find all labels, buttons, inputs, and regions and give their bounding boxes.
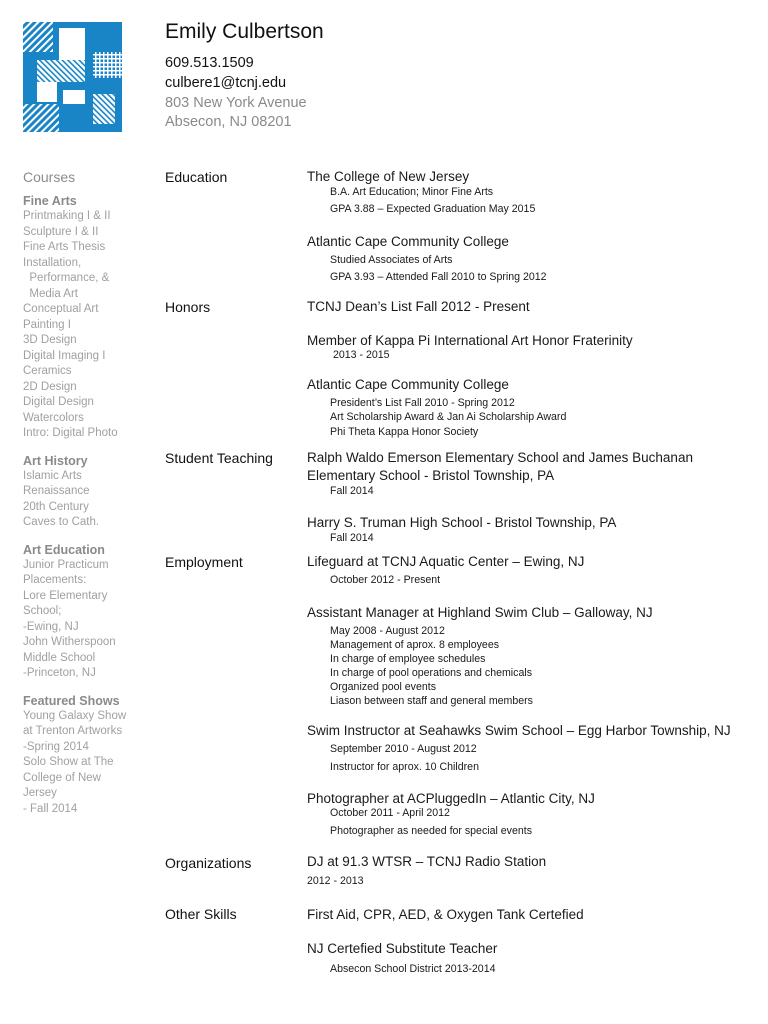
entry-title: Ralph Waldo Emerson Elementary School and James Buchanan <box>307 450 693 465</box>
entry-detail: October 2011 - April 2012 <box>330 807 450 819</box>
entry-detail: 2012 - 2013 <box>307 875 364 887</box>
course-item: Ceramics <box>23 365 72 377</box>
section-other-skills: Other Skills <box>165 906 237 922</box>
entry-title: Photographer at ACPluggedIn – Atlantic City, NJ <box>307 791 595 806</box>
course-item: Intro: Digital Photo <box>23 427 118 439</box>
course-item: 20th Century <box>23 500 89 513</box>
course-item: 3D Design <box>23 334 77 346</box>
course-item: Junior Practicum <box>23 558 109 571</box>
course-item: -Spring 2014 <box>23 740 89 753</box>
course-item: College of New <box>23 771 101 784</box>
entry-title: Member of Kappa Pi International Art Honor Fraterinity <box>307 333 633 348</box>
entry-detail: In charge of pool operations and chemicals <box>330 667 532 679</box>
courses-sidebar <box>23 169 153 828</box>
course-item: Caves to Cath. <box>23 516 100 528</box>
entry-title: Atlantic Cape Community College <box>307 234 509 249</box>
course-category-title: Featured Shows <box>23 693 120 708</box>
course-item: Fine Arts Thesis <box>23 241 106 253</box>
entry-detail: Fall 2014 <box>330 532 374 544</box>
course-item: Media Art <box>23 287 78 300</box>
section-organizations: Organizations <box>165 855 252 871</box>
entry-title: TCNJ Dean’s List Fall 2012 - Present <box>307 299 530 314</box>
course-item: Renaissance <box>23 485 90 497</box>
entry-detail: Liason between staff and general members <box>330 695 533 707</box>
entry-title: DJ at 91.3 WTSR – TCNJ Radio Station <box>307 854 547 869</box>
entry-detail: Organized pool events <box>330 681 437 693</box>
course-item: at Trenton Artworks <box>23 725 123 737</box>
entry-detail: B.A. Art Education; Minor Fine Arts <box>330 186 494 198</box>
course-category <box>23 453 153 531</box>
course-item: Sculpture I & II <box>23 225 99 238</box>
entry-detail: September 2010 - August 2012 <box>330 743 477 755</box>
course-category <box>23 193 153 442</box>
entry-detail: Photographer as needed for special events <box>330 825 533 837</box>
monogram-logo <box>23 22 122 132</box>
entry-detail: May 2008 - August 2012 <box>330 625 445 637</box>
city-state-zip: Absecon, NJ 08201 <box>165 114 292 130</box>
entry-title: Lifeguard at TCNJ Aquatic Center – Ewing, NJ <box>307 554 585 569</box>
entry-detail: In charge of employee schedules <box>330 653 486 665</box>
course-item: 2D Design <box>23 380 77 393</box>
entry-title: Assistant Manager at Highland Swim Club – Galloway, NJ <box>307 605 653 620</box>
entry-detail: Absecon School District 2013-2014 <box>330 963 496 975</box>
entry-title: Swim Instructor at Seahawks Swim School – Egg Harbor Township, NJ <box>307 723 731 738</box>
entry-detail: October 2012 - Present <box>330 574 441 586</box>
street-address: 803 New York Avenue <box>165 95 307 111</box>
course-item: Digital Imaging I <box>23 349 106 362</box>
course-item: Islamic Arts <box>23 469 82 482</box>
course-item: Performance, & <box>23 272 110 284</box>
entry-title: Elementary School - Bristol Township, PA <box>307 468 555 483</box>
course-item: Jersey <box>23 787 57 799</box>
entry-title: First Aid, CPR, AED, & Oxygen Tank Certefied <box>307 907 584 922</box>
section-employment: Employment <box>165 554 243 570</box>
entry-detail: GPA 3.93 – Attended Fall 2010 to Spring 2012 <box>330 271 547 283</box>
entry-detail: Instructor for aprox. 10 Children <box>330 761 479 773</box>
entry-detail: Management of aprox. 8 employees <box>330 639 500 651</box>
entry-detail: Art Scholarship Award & Jan Ai Scholarship Award <box>330 411 567 423</box>
course-item: Painting I <box>23 318 71 331</box>
course-item: Printmaking I & II <box>23 210 111 222</box>
applicant-name: Emily Culbertson <box>165 20 324 43</box>
course-item: Digital Design <box>23 396 94 408</box>
course-item: -Ewing, NJ <box>23 620 79 633</box>
phone-number: 609.513.1509 <box>165 55 254 71</box>
course-item: Lore Elementary <box>23 589 108 602</box>
entry-title: NJ Certefied Substitute Teacher <box>307 941 498 956</box>
entry-detail: GPA 3.88 – Expected Graduation May 2015 <box>330 203 536 215</box>
course-category <box>23 542 153 682</box>
entry-title: Atlantic Cape Community College <box>307 377 509 392</box>
entry-title: Harry S. Truman High School - Bristol Township, PA <box>307 515 617 530</box>
course-item: Young Galaxy Show <box>23 709 127 722</box>
entry-detail: 2013 - 2015 <box>333 349 390 361</box>
course-item: Watercolors <box>23 411 84 424</box>
course-category <box>23 693 153 818</box>
course-category-title: Fine Arts <box>23 194 77 208</box>
entry-detail: President’s List Fall 2010 - Spring 2012 <box>330 397 515 409</box>
course-item: Solo Show at The <box>23 756 114 768</box>
entry-detail: Studied Associates of Arts <box>330 254 453 266</box>
courses-heading: Courses <box>23 169 76 185</box>
entry-detail: Fall 2014 <box>330 485 374 497</box>
course-item: School; <box>23 605 62 617</box>
entry-detail: Phi Theta Kappa Honor Society <box>330 426 479 438</box>
course-item: Conceptual Art <box>23 303 99 315</box>
email-address: culbere1@tcnj.edu <box>165 75 287 91</box>
course-item: - Fall 2014 <box>23 802 78 815</box>
course-category-title: Art Education <box>23 542 105 557</box>
section-student-teaching: Student Teaching <box>165 450 273 466</box>
course-item: Installation, <box>23 256 82 269</box>
course-item: Middle School <box>23 651 96 664</box>
course-item: -Princeton, NJ <box>23 667 96 679</box>
course-category-title: Art History <box>23 453 88 468</box>
section-education: Education <box>165 169 228 185</box>
course-item: Placements: <box>23 574 87 586</box>
section-honors: Honors <box>165 299 211 315</box>
course-item: John Witherspoon <box>23 636 116 648</box>
entry-title: The College of New Jersey <box>307 169 470 184</box>
